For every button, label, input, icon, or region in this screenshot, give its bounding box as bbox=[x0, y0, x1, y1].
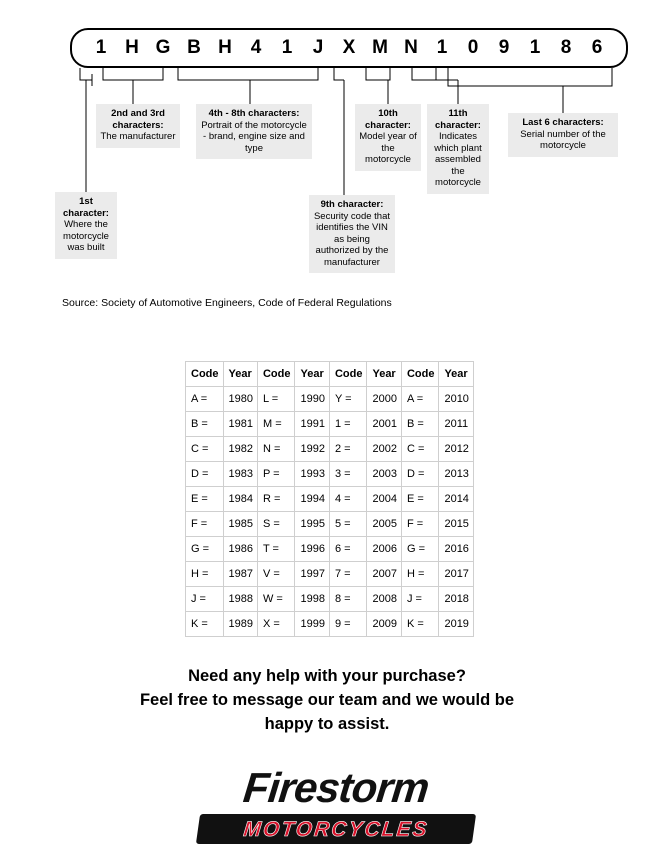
year-code-cell: V = bbox=[257, 562, 295, 587]
year-value-cell: 2015 bbox=[439, 512, 473, 537]
callout-ninth-character bbox=[309, 195, 395, 273]
year-value-cell: 1994 bbox=[295, 487, 329, 512]
year-code-cell: W = bbox=[257, 587, 295, 612]
year-value-cell: 2007 bbox=[367, 562, 401, 587]
vin-char: 9 bbox=[498, 37, 510, 58]
year-code-cell: S = bbox=[257, 512, 295, 537]
year-code-cell: E = bbox=[186, 487, 224, 512]
year-value-cell: 2008 bbox=[367, 587, 401, 612]
help-line-3: happy to assist. bbox=[264, 715, 390, 733]
callout-tenth-character bbox=[355, 104, 421, 171]
column-header: Code bbox=[329, 362, 367, 387]
table-header-row bbox=[186, 362, 474, 387]
help-message bbox=[0, 664, 654, 736]
year-value-cell: 1984 bbox=[223, 487, 257, 512]
table-row bbox=[186, 537, 474, 562]
year-code-cell: 3 = bbox=[329, 462, 367, 487]
callout-title: 1st character: bbox=[63, 196, 109, 219]
year-code-cell: 6 = bbox=[329, 537, 367, 562]
year-value-cell: 1991 bbox=[295, 412, 329, 437]
callout-second-third-characters bbox=[96, 104, 180, 148]
vin-char: N bbox=[404, 37, 418, 58]
table-row bbox=[186, 387, 474, 412]
year-code-cell: J = bbox=[186, 587, 224, 612]
year-value-cell: 2003 bbox=[367, 462, 401, 487]
vin-char: G bbox=[155, 37, 171, 58]
table-row bbox=[186, 512, 474, 537]
table-row bbox=[186, 612, 474, 637]
year-value-cell: 2010 bbox=[439, 387, 473, 412]
callout-body: Security code that identifies the VIN as being authorized by the manufacturer bbox=[313, 210, 391, 268]
year-value-cell: 2013 bbox=[439, 462, 473, 487]
callout-title: 10th character: bbox=[365, 108, 411, 131]
year-code-cell: P = bbox=[257, 462, 295, 487]
vin-char: H bbox=[125, 37, 139, 58]
vin-char: 1 bbox=[529, 37, 541, 58]
column-header: Code bbox=[257, 362, 295, 387]
year-value-cell: 1996 bbox=[295, 537, 329, 562]
callout-body: The manufacturer bbox=[100, 131, 176, 142]
year-value-cell: 1985 bbox=[223, 512, 257, 537]
year-value-cell: 1981 bbox=[223, 412, 257, 437]
year-value-cell: 2001 bbox=[367, 412, 401, 437]
year-value-cell: 1983 bbox=[223, 462, 257, 487]
year-value-cell: 1987 bbox=[223, 562, 257, 587]
callout-fourth-eighth-characters bbox=[196, 104, 312, 159]
year-value-cell: 1993 bbox=[295, 462, 329, 487]
year-code-cell: 9 = bbox=[329, 612, 367, 637]
year-code-cell: B = bbox=[186, 412, 224, 437]
vin-number-box bbox=[70, 28, 628, 68]
year-code-cell: L = bbox=[257, 387, 295, 412]
year-value-cell: 2002 bbox=[367, 437, 401, 462]
year-code-cell: A = bbox=[186, 387, 224, 412]
table-row bbox=[186, 437, 474, 462]
year-code-cell: F = bbox=[401, 512, 439, 537]
vin-char: M bbox=[372, 37, 388, 58]
table-row bbox=[186, 487, 474, 512]
year-value-cell: 2006 bbox=[367, 537, 401, 562]
column-header: Year bbox=[295, 362, 329, 387]
help-line-2: Feel free to message our team and we would be bbox=[139, 691, 515, 709]
vin-diagram bbox=[0, 0, 654, 320]
year-value-cell: 2014 bbox=[439, 487, 473, 512]
column-header: Year bbox=[367, 362, 401, 387]
table-row bbox=[186, 462, 474, 487]
year-code-cell: 4 = bbox=[329, 487, 367, 512]
year-value-cell: 2012 bbox=[439, 437, 473, 462]
callout-last-six-characters bbox=[508, 113, 618, 157]
source-note: Source: Society of Automotive Engineers, Code of Federal Regulations bbox=[62, 297, 392, 309]
year-value-cell: 1989 bbox=[223, 612, 257, 637]
year-code-cell: E = bbox=[401, 487, 439, 512]
year-value-cell: 2018 bbox=[439, 587, 473, 612]
year-value-cell: 1997 bbox=[295, 562, 329, 587]
year-value-cell: 2019 bbox=[439, 612, 473, 637]
table-row bbox=[186, 412, 474, 437]
year-code-cell: G = bbox=[401, 537, 439, 562]
year-code-cell: F = bbox=[186, 512, 224, 537]
year-code-cell: X = bbox=[257, 612, 295, 637]
year-code-cell: D = bbox=[186, 462, 224, 487]
year-code-table-wrapper bbox=[185, 361, 469, 637]
year-code-cell: J = bbox=[401, 587, 439, 612]
callout-first-character bbox=[55, 192, 117, 259]
year-code-cell: H = bbox=[401, 562, 439, 587]
year-value-cell: 2009 bbox=[367, 612, 401, 637]
vin-char: 1 bbox=[281, 37, 293, 58]
year-code-cell: K = bbox=[186, 612, 224, 637]
vin-char: J bbox=[312, 37, 324, 58]
year-value-cell: 1986 bbox=[223, 537, 257, 562]
year-code-cell: 1 = bbox=[329, 412, 367, 437]
vin-char: 4 bbox=[250, 37, 262, 58]
column-header: Year bbox=[439, 362, 473, 387]
year-code-cell: D = bbox=[401, 462, 439, 487]
year-value-cell: 1980 bbox=[223, 387, 257, 412]
year-code-cell: 5 = bbox=[329, 512, 367, 537]
vin-char: B bbox=[187, 37, 201, 58]
year-value-cell: 2000 bbox=[367, 387, 401, 412]
year-value-cell: 2016 bbox=[439, 537, 473, 562]
callout-title: 11th character: bbox=[435, 108, 481, 131]
year-code-cell: B = bbox=[401, 412, 439, 437]
year-value-cell: 2017 bbox=[439, 562, 473, 587]
year-code-cell: A = bbox=[401, 387, 439, 412]
help-line-1: Need any help with your purchase? bbox=[188, 667, 466, 685]
vin-char: 8 bbox=[560, 37, 572, 58]
year-code-cell: G = bbox=[186, 537, 224, 562]
year-code-cell: Y = bbox=[329, 387, 367, 412]
year-value-cell: 1992 bbox=[295, 437, 329, 462]
vin-char: H bbox=[218, 37, 232, 58]
callout-body: Indicates which plant assembled the motorcycle bbox=[434, 131, 482, 188]
table-row bbox=[186, 587, 474, 612]
callout-title: 2nd and 3rd characters: bbox=[111, 108, 165, 131]
column-header: Code bbox=[186, 362, 224, 387]
year-code-cell: R = bbox=[257, 487, 295, 512]
year-value-cell: 1999 bbox=[295, 612, 329, 637]
year-value-cell: 2005 bbox=[367, 512, 401, 537]
year-value-cell: 1998 bbox=[295, 587, 329, 612]
logo-subtitle: MOTORCYCLES bbox=[242, 818, 430, 841]
year-code-cell: 7 = bbox=[329, 562, 367, 587]
vin-char: 0 bbox=[467, 37, 479, 58]
callout-eleventh-character bbox=[427, 104, 489, 194]
year-code-cell: 8 = bbox=[329, 587, 367, 612]
callout-body: Where the motorcycle was built bbox=[63, 219, 109, 253]
year-value-cell: 2011 bbox=[439, 412, 473, 437]
vin-char: 1 bbox=[95, 37, 107, 58]
vin-char: 1 bbox=[436, 37, 448, 58]
year-code-cell: T = bbox=[257, 537, 295, 562]
column-header: Code bbox=[401, 362, 439, 387]
year-value-cell: 1982 bbox=[223, 437, 257, 462]
vin-char: X bbox=[342, 37, 356, 58]
callout-body: Serial number of the motorcycle bbox=[520, 128, 606, 151]
year-code-cell: M = bbox=[257, 412, 295, 437]
callout-title: Last 6 characters: bbox=[522, 117, 604, 128]
firestorm-motorcycles-logo bbox=[176, 762, 496, 850]
year-value-cell: 1990 bbox=[295, 387, 329, 412]
logo-brand-name: Firestorm bbox=[241, 764, 431, 811]
column-header: Year bbox=[223, 362, 257, 387]
callout-title: 9th character: bbox=[320, 199, 384, 210]
year-code-cell: H = bbox=[186, 562, 224, 587]
year-code-cell: N = bbox=[257, 437, 295, 462]
year-value-cell: 1988 bbox=[223, 587, 257, 612]
year-code-cell: K = bbox=[401, 612, 439, 637]
year-value-cell: 2004 bbox=[367, 487, 401, 512]
year-code-cell: 2 = bbox=[329, 437, 367, 462]
vin-char: 6 bbox=[591, 37, 603, 58]
callout-body: Portrait of the motorcycle - brand, engine size and type bbox=[201, 119, 307, 154]
year-code-cell: C = bbox=[401, 437, 439, 462]
table-row bbox=[186, 562, 474, 587]
callout-title: 4th - 8th characters: bbox=[208, 108, 300, 119]
year-value-cell: 1995 bbox=[295, 512, 329, 537]
year-code-table bbox=[185, 361, 474, 637]
year-code-cell: C = bbox=[186, 437, 224, 462]
callout-body: Model year of the motorcycle bbox=[359, 131, 417, 165]
